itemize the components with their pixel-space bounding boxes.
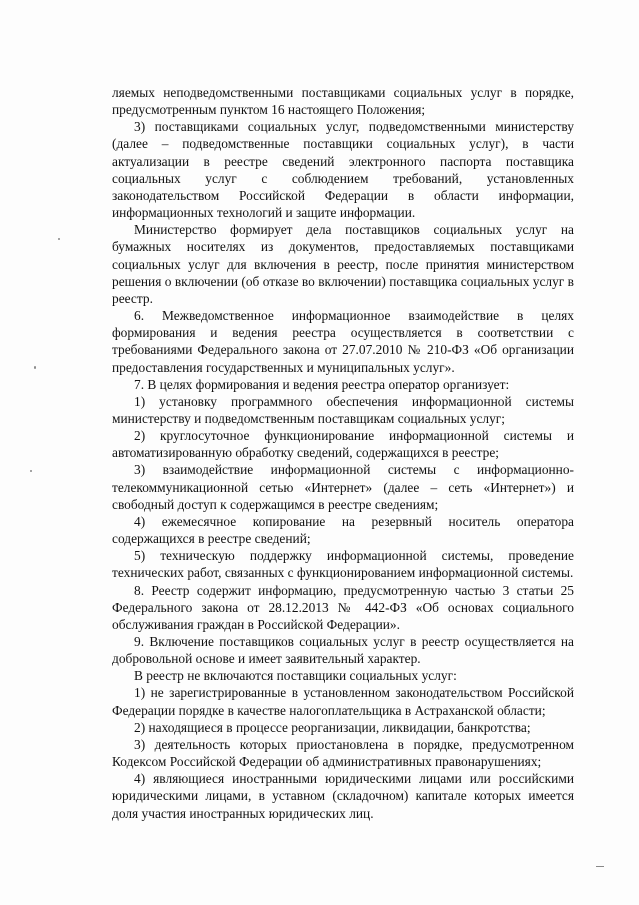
scan-speck: [58, 238, 60, 240]
paragraph-p-3: 3) поставщиками социальных услуг, подведомственными министерству (далее – подведомственные поставщики социальных услуг), в части актуализации в реестре сведений электронного паспорта поставщика социальных услуг с соблюдением требований, установленных законодательством Российской Федерации в области информации, информационных технологий и защите информации.: [112, 119, 574, 221]
paragraph-p-9-3: 3) деятельность которых приостановлена в порядке, предусмотренном Кодексом Российской Федерации об административных правонарушениях;: [112, 736, 574, 770]
body-text: [112, 84, 574, 822]
paragraph-p-6: 6. Межведомственное информационное взаимодействие в целях формирования и ведения реестра осуществляется в соответствии с требованиями Федерального закона от 27.07.2010 № 210-ФЗ «Об организации предоставления государственных и муниципальных услуг».: [112, 308, 574, 375]
paragraph-p-9-2: 2) находящиеся в процессе реорганизации, ликвидации, банкротства;: [134, 719, 531, 735]
scan-speck: [30, 470, 32, 472]
paragraph-p-ministry: Министерство формирует дела поставщиков социальных услуг на бумажных носителях из документов, предоставляемых поставщиками социальных услуг для включения в реестр, после принятия министерством решения о включении (об отказе во включении) поставщика социальных услуг в реестр.: [112, 222, 574, 306]
paragraph-p-7-4: 4) ежемесячное копирование на резервный носитель оператора содержащихся в реестре сведений;: [112, 513, 574, 547]
paragraph-p-7: 7. В целях формирования и ведения реестра оператор организует:: [134, 376, 510, 392]
paragraph-p-9: 9. Включение поставщиков социальных услуг в реестр осуществляется на добровольной основе и имеет заявительный характер.: [112, 634, 574, 667]
scan-speck: [596, 866, 604, 867]
paragraph-p-7-5: 5) техническую поддержку информационной системы, проведение технических работ, связанных с функционированием информационной системы.: [112, 548, 574, 581]
paragraph-p-9-intro: В реестр не включаются поставщики социальных услуг:: [134, 668, 457, 684]
scan-speck: [34, 366, 36, 369]
paragraph-p-7-1: 1) установку программного обеспечения информационной системы министерству и подведомственным поставщикам социальных услуг;: [112, 393, 574, 426]
paragraph-p-8: 8. Реестр содержит информацию, предусмотренную частью 3 статьи 25 Федерального закона от 28.12.2013 № 442-ФЗ «Об основах социального обслуживания граждан в Российской Федерации».: [112, 582, 574, 632]
paragraph-p-cont: ляемых неподведомственными поставщиками социальных услуг в порядке, предусмотренным пунктом 16 настоящего Положения;: [112, 85, 574, 118]
paragraph-p-7-2: 2) круглосуточное функционирование информационной системы и автоматизированную обработку сведений, содержащихся в реестре;: [112, 428, 574, 461]
paragraph-p-7-3: 3) взаимодействие информационной системы с информационно-телекоммуникационной сетью «Интернет» (далее – сеть «Интернет») и свободный доступ к содержащимся в реестре сведениям;: [112, 462, 574, 512]
paragraph-p-9-1: 1) не зарегистрированные в установленном законодательством Российской Федерации порядке в качестве налогоплательщика в Астраханской области;: [112, 685, 574, 718]
paragraph-p-9-4: 4) являющиеся иностранными юридическими лицами или российскими юридическими лицами, в уставном (складочном) капитале которых имеется доля участия иностранных юридических лиц.: [112, 771, 574, 821]
